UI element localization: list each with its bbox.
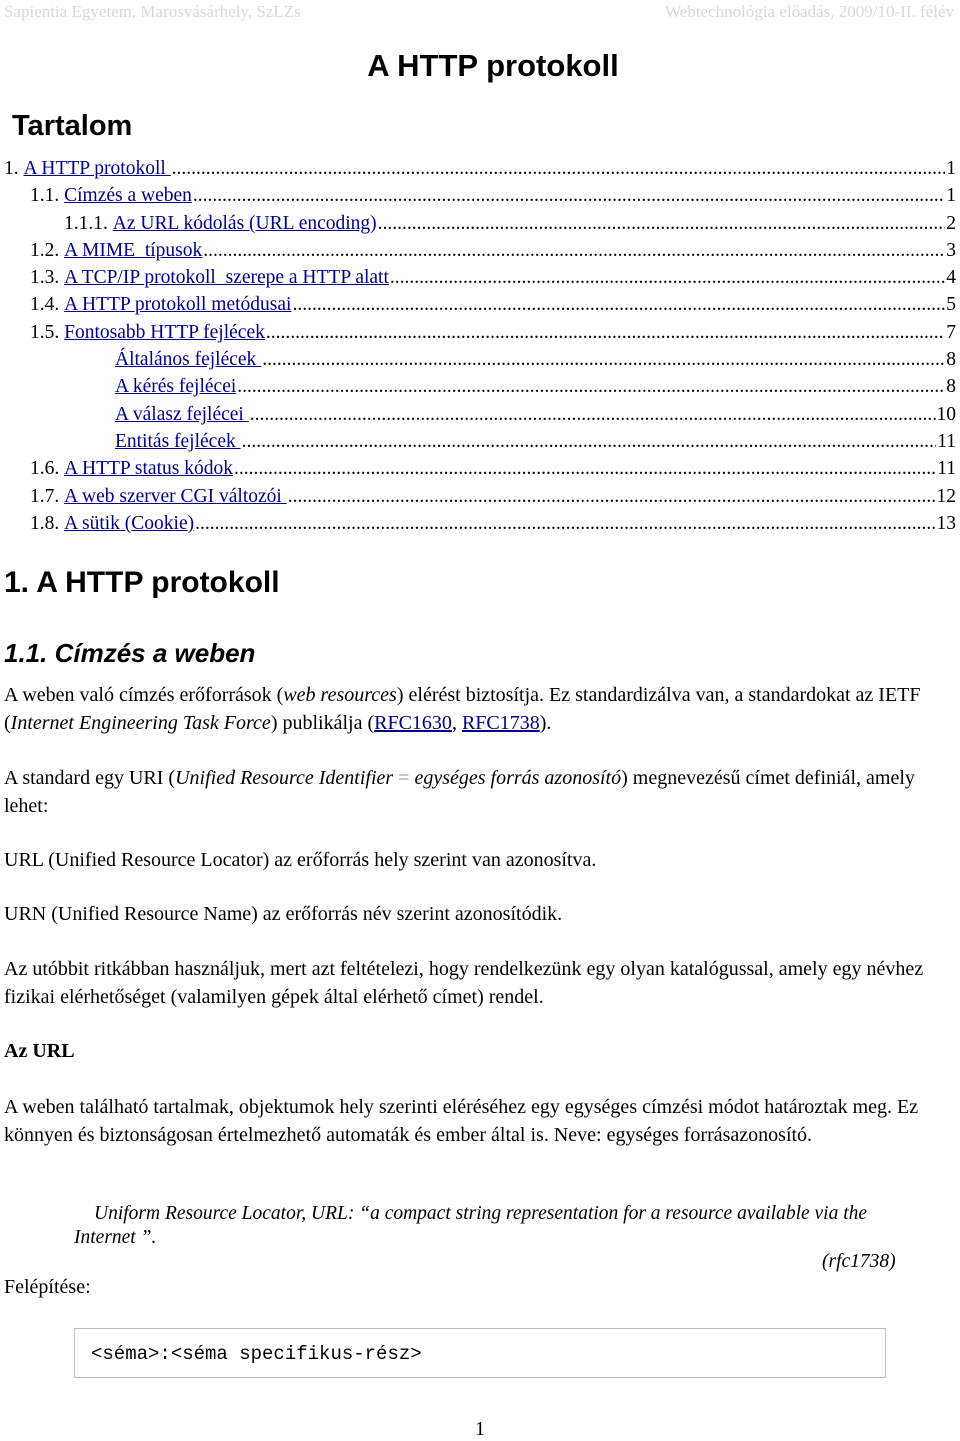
toc-item[interactable]: [4, 404, 956, 431]
toc-item-page: 8: [946, 349, 956, 371]
toc-item[interactable]: [4, 294, 956, 321]
section-heading-1-1: 1.1. Címzés a weben: [4, 638, 256, 668]
toc-item-page: 1: [946, 185, 956, 207]
toc-item[interactable]: [4, 486, 956, 513]
page-number: 1: [475, 1418, 485, 1440]
toc-item[interactable]: [4, 158, 956, 185]
toc-item-link[interactable]: A MIME típusok: [64, 239, 203, 261]
quote-source: (rfc1738): [822, 1251, 896, 1272]
toc-item-number: 1.1.: [30, 185, 65, 207]
toc-dot-leader: [203, 240, 945, 262]
toc-item-link[interactable]: A sütik (Cookie): [64, 512, 195, 534]
toc-item-link[interactable]: A HTTP protokoll metódusai: [64, 294, 292, 316]
toc-dot-leader: [262, 349, 945, 371]
toc-dot-leader: [193, 185, 945, 207]
quote-line-2: Internet ”.: [74, 1227, 157, 1248]
paragraph-url-intro: A weben található tartalmak, objektumok hely szerinti eléréséhez egy egységes címzési módot határoztak meg. Ez könnyen és biztonságosan értelmezhető automaták és ember által is. Neve: egységes forrásazonosító.: [4, 1096, 919, 1146]
toc-dot-leader: [378, 213, 946, 235]
toc-dot-leader: [234, 458, 936, 480]
paragraph-url-def: URL (Unified Resource Locator) az erőforrás hely szerint van azonosítva.: [4, 849, 597, 871]
toc-item-link[interactable]: A web szerver CGI változói: [64, 485, 287, 507]
section-heading-1: 1. A HTTP protokoll: [4, 566, 280, 599]
toc-item-link[interactable]: A HTTP protokoll: [23, 158, 171, 179]
toc-item[interactable]: [4, 349, 956, 376]
toc-item-number: 1.3.: [30, 267, 65, 289]
toc-dot-leader: [250, 404, 936, 426]
header-left-text: Sapientia Egyetem, Marosvásárhely, SzLZs: [4, 2, 301, 21]
toc-dot-leader: [292, 294, 945, 316]
toc-item[interactable]: [4, 213, 956, 240]
structure-label: Felépítése:: [4, 1276, 91, 1298]
page-header: [4, 2, 954, 24]
toc-dot-leader: [195, 513, 935, 535]
toc-item-page: 3: [946, 239, 956, 261]
header-right-text: Webtechnológia előadás, 2009/10-II. félév: [665, 2, 954, 21]
code-box: [74, 1328, 886, 1378]
toc-item-page: 13: [936, 512, 956, 534]
quote-line-1: Uniform Resource Locator, URL: “a compact string representation for a resource available via the: [94, 1203, 868, 1224]
url-syntax-code: <séma>:<séma specifikus-rész>: [91, 1343, 422, 1365]
toc-item-link[interactable]: A HTTP status kódok: [64, 458, 233, 480]
paragraph-uri: A standard egy URI (Unified Resource Identifier = egységes forrás azonosító) megnevezésű címet definiál, amely lehet:: [4, 767, 915, 817]
toc-dot-leader: [172, 158, 946, 180]
toc-dot-leader: [288, 486, 936, 508]
toc-item-page: 10: [936, 403, 956, 425]
toc-item[interactable]: [4, 185, 956, 212]
toc-heading: Tartalom: [12, 110, 133, 142]
paragraph-addressing: A weben való címzés erőforrások (web resources) elérést biztosítja. Ez standardizálva van, a standardokat az IETF (Internet Engineering Task Force) publikálja (RFC1630, RFC1738).: [4, 684, 921, 734]
toc-item[interactable]: [4, 513, 956, 540]
toc-item[interactable]: [4, 322, 956, 349]
toc-item-link[interactable]: Általános fejlécek: [115, 349, 262, 371]
toc-item[interactable]: [4, 376, 956, 403]
toc-item-link[interactable]: Címzés a weben: [64, 185, 192, 207]
link-rfc1738[interactable]: RFC1738: [461, 711, 540, 734]
toc-item-number: 1.1.1.: [64, 212, 113, 234]
toc-dot-leader: [266, 322, 945, 344]
toc-item-page: 5: [946, 294, 956, 316]
toc-item-number: 1.: [4, 158, 24, 179]
toc-dot-leader: [242, 431, 937, 453]
toc-item[interactable]: [4, 267, 956, 294]
toc-item-number: 1.8.: [30, 512, 65, 534]
toc-item-link[interactable]: Az URL kódolás (URL encoding): [112, 212, 377, 234]
toc-item[interactable]: [4, 431, 956, 458]
paragraph-urn-note: Az utóbbit ritkábban használjuk, mert azt feltételezi, hogy rendelkezünk egy olyan katalógussal, amely egy névhez fizikai elérhetőséget (valamilyen gépek által elérhető címet) rendel.: [4, 958, 924, 1008]
table-of-contents: [4, 158, 956, 540]
toc-item-link[interactable]: Fontosabb HTTP fejlécek: [64, 321, 265, 343]
toc-item-page: 7: [946, 321, 956, 343]
toc-dot-leader: [237, 376, 945, 398]
toc-item-number: 1.7.: [30, 485, 65, 507]
toc-item-link[interactable]: A TCP/IP protokoll szerepe a HTTP alatt: [64, 267, 389, 289]
toc-item-number: 1.5.: [30, 321, 65, 343]
toc-item[interactable]: [4, 458, 956, 485]
link-rfc1630[interactable]: RFC1630: [374, 711, 452, 734]
toc-item-page: 12: [936, 485, 956, 507]
toc-item-page: 1: [946, 158, 956, 179]
toc-item-page: 2: [946, 212, 956, 234]
toc-item-link[interactable]: A válasz fejlécei: [115, 403, 249, 425]
document-title: A HTTP protokoll: [367, 48, 619, 83]
subheading-url: Az URL: [4, 1040, 75, 1062]
rfc-quote: [74, 1202, 914, 1250]
toc-item-number: 1.4.: [30, 294, 65, 316]
toc-item-page: 4: [946, 267, 956, 289]
toc-item[interactable]: [4, 240, 956, 267]
toc-item-page: 11: [937, 458, 956, 480]
paragraph-urn-def: URN (Unified Resource Name) az erőforrás név szerint azonosítódik.: [4, 903, 563, 925]
toc-item-page: 8: [946, 376, 956, 398]
toc-dot-leader: [390, 267, 945, 289]
toc-item-page: 11: [937, 430, 956, 452]
toc-item-number: 1.6.: [30, 458, 65, 480]
toc-item-link[interactable]: A kérés fejlécei: [115, 376, 237, 398]
toc-item-number: 1.2.: [30, 239, 65, 261]
toc-item-link[interactable]: Entitás fejlécek: [115, 430, 241, 452]
